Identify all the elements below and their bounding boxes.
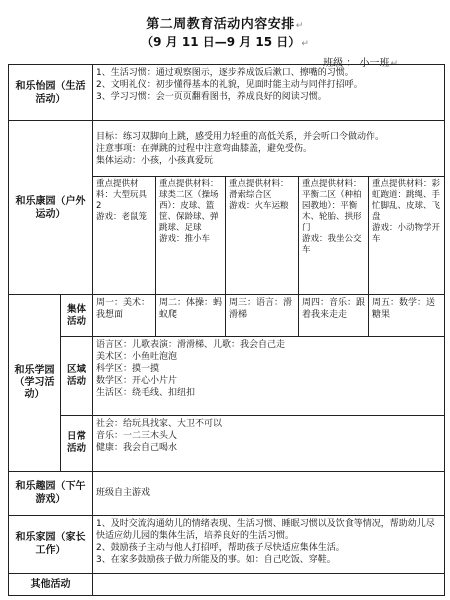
home-item: 3、在家多鼓励孩子做力所能及的事。如：自己吃饭、穿鞋。	[96, 554, 336, 565]
learning-daily-row	[9, 415, 445, 471]
outdoor-goal-row	[9, 121, 445, 177]
learning-area-content	[93, 337, 445, 415]
outdoor-goal-text: 目标：练习双脚向上跳，感受用力轻重的高低关系，并会听口令做动作。	[96, 131, 385, 142]
learning-area-label: 区域活动	[61, 337, 93, 415]
daily-item: 音乐：一二三木头人	[96, 430, 178, 441]
fun-row	[9, 471, 445, 515]
daily-item: 健康：我会自己喝水	[96, 442, 178, 453]
area-item: 科学区：摸一摸	[96, 364, 160, 375]
home-item: 2、鼓励孩子主动与他人打招呼，帮助孩子尽快适应集体生活。	[96, 542, 345, 553]
learning-daily-content	[93, 415, 445, 471]
daily-item: 社会：给玩具找家、大卫不可以	[96, 418, 223, 429]
fun-content: 班级自主游戏	[93, 471, 445, 515]
learning-area-row	[9, 337, 445, 415]
other-header: 其他活动	[9, 573, 93, 595]
home-row	[9, 515, 445, 573]
area-item: 美术区：小鱼吐泡泡	[96, 352, 178, 363]
learning-daily-label: 日常活动	[61, 415, 93, 471]
page-subtitle: （9 月 11 日—9 月 15 日）↵	[141, 35, 309, 49]
life-content	[93, 65, 445, 121]
outdoor-goal	[93, 121, 445, 177]
outdoor-day-5: 重点提供材料：彩虹跑道：跳绳、手忙脚乱、皮球、飞盘 游戏：小动物学开车	[369, 177, 445, 295]
learning-group-day-2: 周二：体操：蚂蚁爬	[156, 295, 226, 337]
outdoor-notes: 注意事项：在弹跳的过程中注意弯曲膝盖，避免受伤。	[96, 143, 313, 154]
learning-group-day-3: 周三：语言：滑滑梯	[226, 295, 299, 337]
learning-group-label: 集体活动	[61, 295, 93, 337]
life-item: 2、文明礼仪：初步懂得基本的礼貌，见面时能主动与同伴打招呼。	[96, 80, 363, 90]
learning-group-row	[9, 295, 445, 337]
outdoor-header: 和乐康园（户外运动）	[9, 121, 93, 295]
area-item: 语言区：儿歌表演：滑滑梯、儿歌：我会自己走	[96, 340, 286, 351]
outdoor-day-4: 重点提供材料：平衡二区（种柏园教地）：平衡木、轮胎、拱形门 游戏：我坐公交车	[299, 177, 369, 295]
page-title: 第二周教育活动内容安排↵	[146, 17, 304, 32]
class-label: 班级 ： 小一班↵	[323, 58, 398, 69]
home-item: 1、及时交流沟通幼儿的情绪表现、生活习惯、睡眠习惯以及饮食等情况，帮助幼儿尽快适应幼儿园的集体生活，培养良好的生活习惯。	[96, 518, 435, 541]
schedule-table	[8, 64, 445, 596]
outdoor-day-2: 重点提供材料：球类二区（操场西）：皮球、篮筐、保龄球、弹跳球、足球 游戏：推小车	[156, 177, 226, 295]
learning-header: 和乐学园（学习活动）	[9, 295, 61, 471]
life-item: 3、学习习惯：会一页页翻看图书，养成良好的阅读习惯。	[96, 92, 327, 102]
learning-group-day-5: 周五：数学：送糖果	[369, 295, 445, 337]
other-content	[93, 573, 445, 595]
outdoor-group-game: 集体运动：小孩，小孩真爱玩	[96, 155, 214, 166]
learning-group-day-4: 周四：音乐：跟着我来走走	[299, 295, 369, 337]
life-item: 1、生活习惯：通过观察图示，逐步养成饭后漱口、擦嘴的习惯。	[96, 68, 354, 78]
area-item: 数学区：开心小片片	[96, 376, 178, 387]
fun-header: 和乐趣园（下午游戏）	[9, 471, 93, 515]
area-item: 生活区：绕毛线、扣纽扣	[96, 388, 196, 399]
outdoor-day-3: 重点提供材料：滑索综合区 游戏：火车运粮	[226, 177, 299, 295]
life-row	[9, 65, 445, 121]
other-row	[9, 573, 445, 595]
outdoor-day-1: 重点提供材料：大型玩具 2 游戏：老鼠笼	[93, 177, 156, 295]
home-header: 和乐家园（家长工作）	[9, 515, 93, 573]
life-header: 和乐怡园（生活活动）	[9, 65, 93, 121]
learning-group-day-1: 周一：美术：我想面	[93, 295, 156, 337]
home-content	[93, 515, 445, 573]
